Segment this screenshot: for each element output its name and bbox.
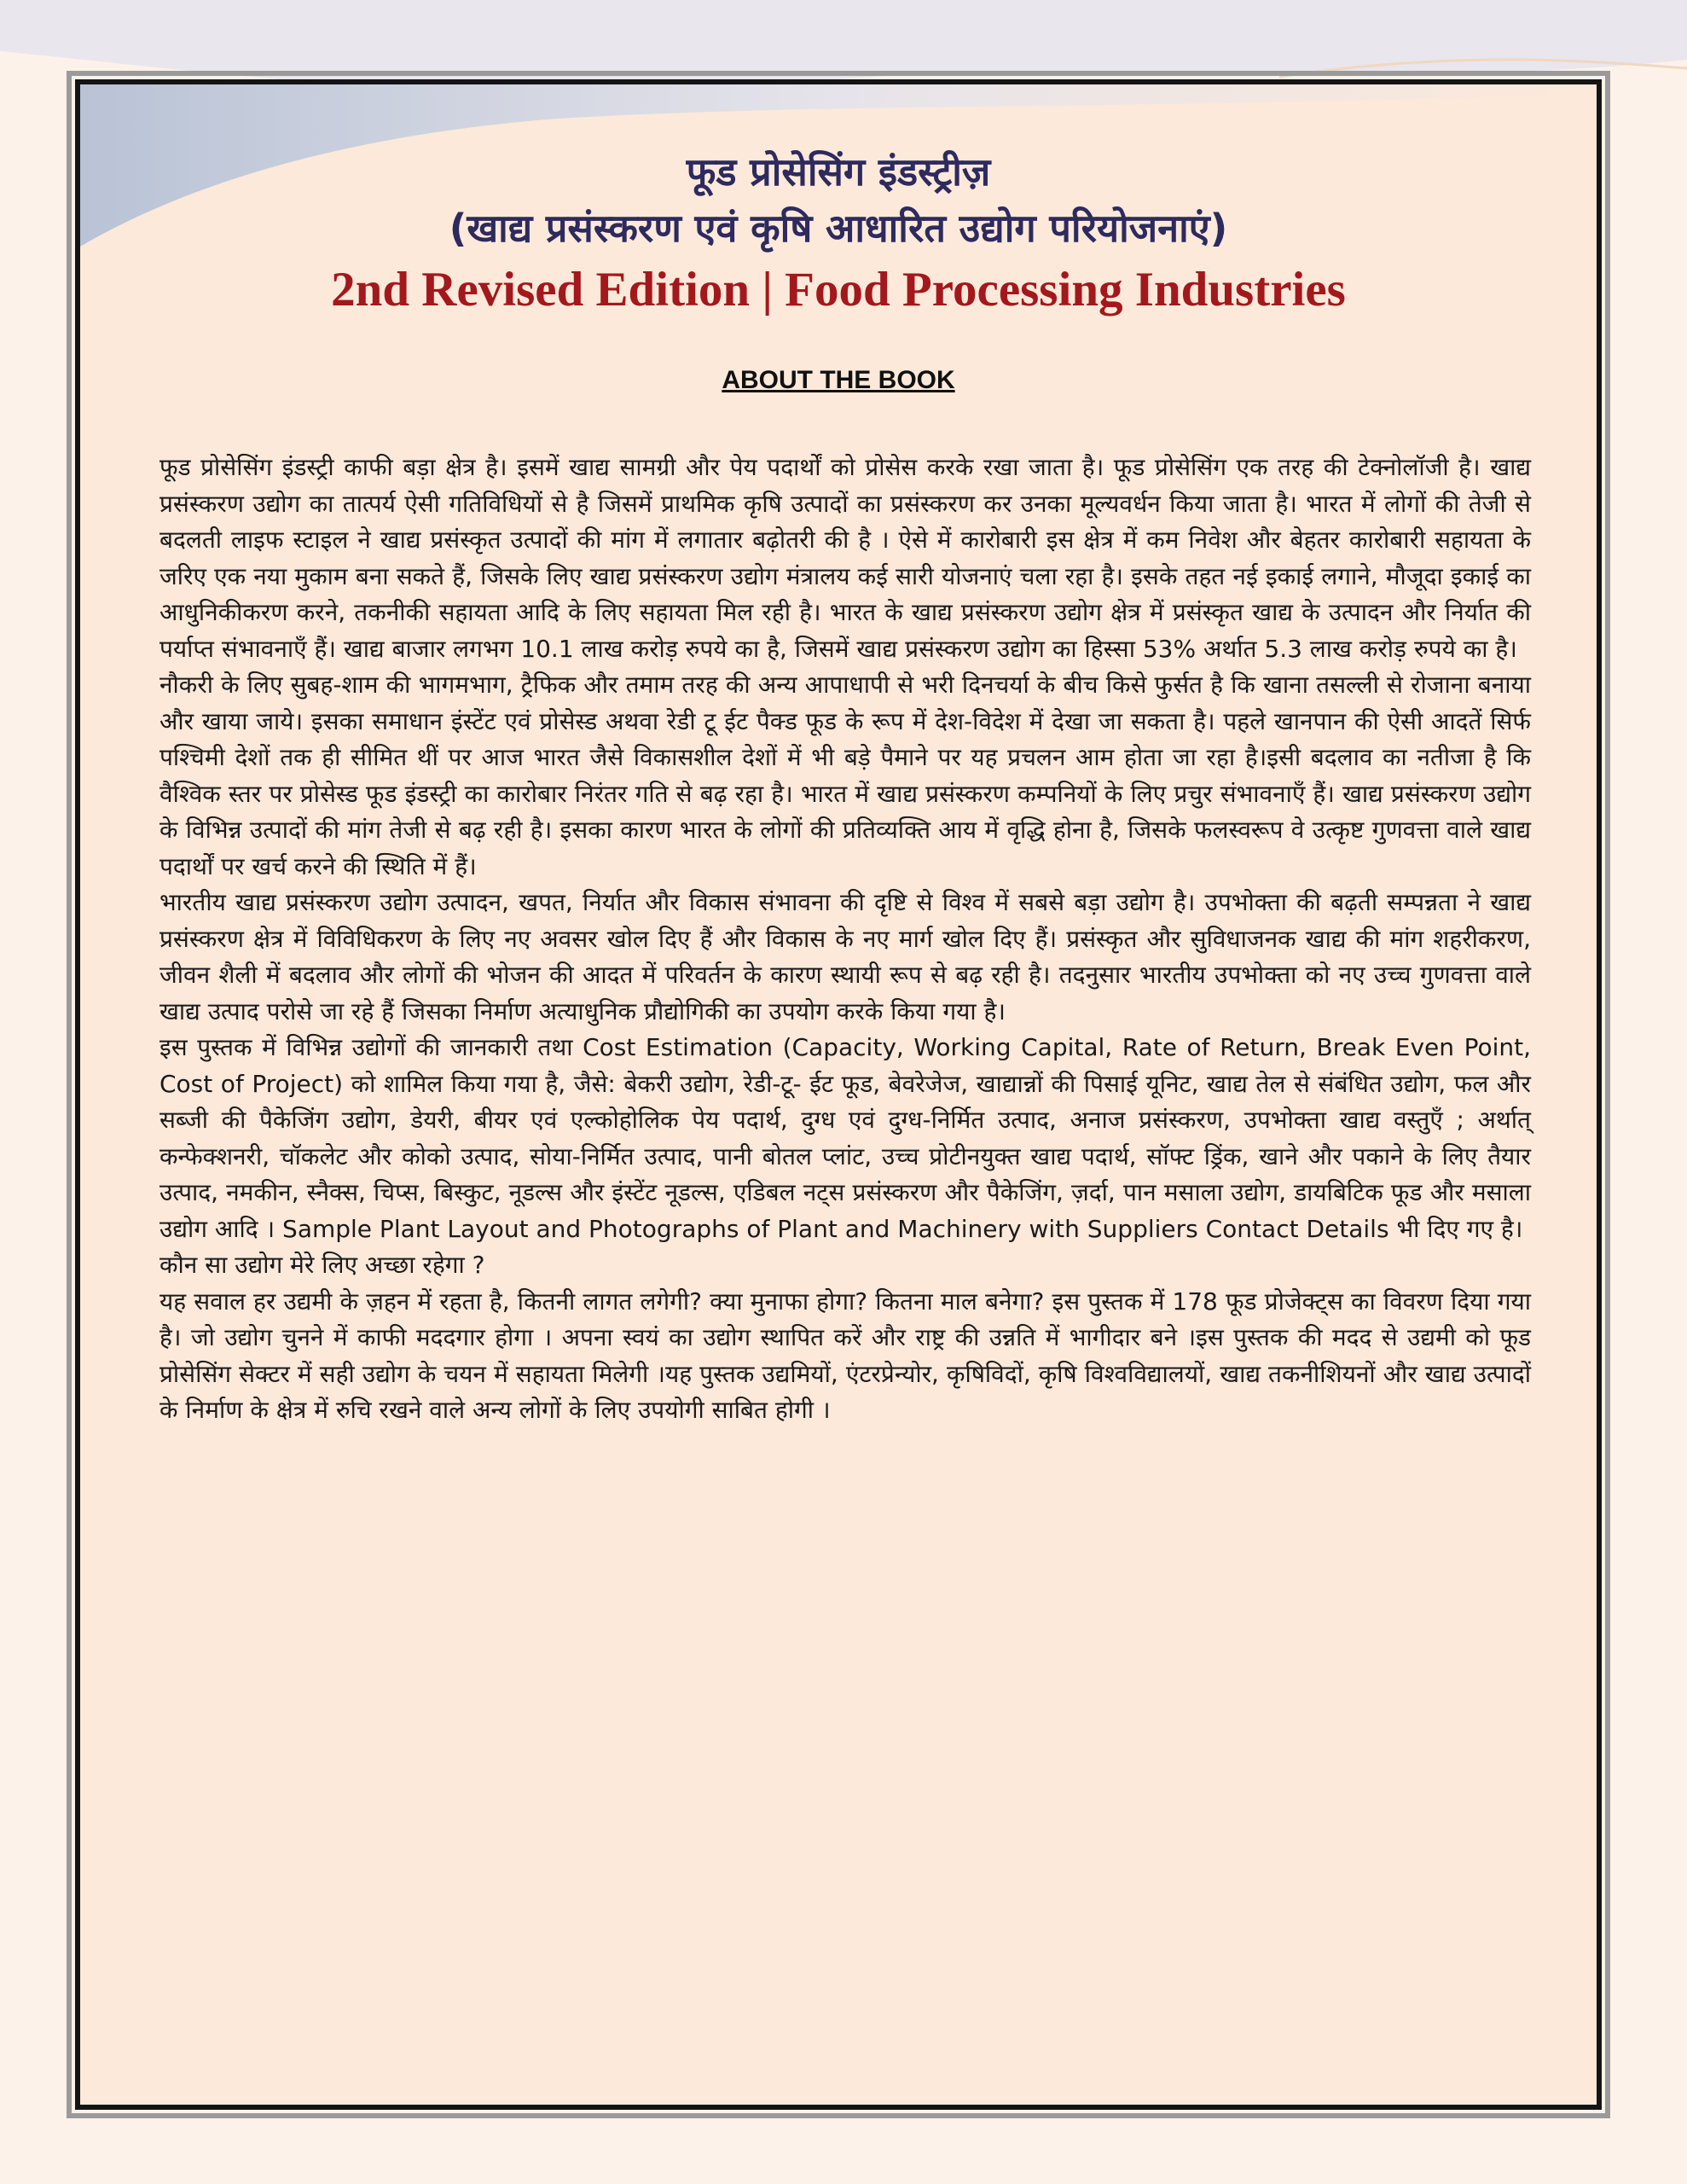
question-line: कौन सा उद्योग मेरे लिए अच्छा रहेगा ? (159, 1251, 485, 1279)
hindi-title-line-1: फूड प्रोसेसिंग इंडस्ट्रीज़ (686, 149, 991, 195)
paragraph-5: यह सवाल हर उद्यमी के ज़हन में रहता है, कितनी लागत लगेगी? क्या मुनाफा होगा? कितना माल बनेगा? इस पुस्तक में 178 फूड प्रोजेक्ट्स का विवरण दिया गया है। जो उद्योग चुनने में काफी मददगार होगा । अपना स्वयं का उद्योग स्थापित करें और राष्ट्र की उन्नति में भागीदार बने ।इस पुस्तक की मदद से उद्यमी को फूड प्रोसेसिंग सेक्टर में सही उद्योग के चयन में सहायता मिलेगी ।यह पुस्तक उद्यमियों, एंटरप्रेन्योर, कृषिविदों, कृषि विश्वविद्यालयों, खाद्य तकनीशियनों और खाद्य उत्पादों के निर्माण के क्षेत्र में रुचि रखने वाले अन्य लोगों के लिए उपयोगी साबित होगी । (159, 1287, 1531, 1424)
book-description (159, 450, 1531, 1429)
book-title-block (80, 144, 1597, 322)
english-title: 2nd Revised Edition | Food Processing Industries (331, 263, 1346, 317)
paragraph-1: फूड प्रोसेसिंग इंडस्ट्री काफी बड़ा क्षेत्र है। इसमें खाद्य सामग्री और पेय पदार्थों को प्रोसेस करके रखा जाता है। फूड प्रोसेसिंग एक तरह की टेक्नोलॉजी है। खाद्य प्रसंस्करण उद्योग का तात्पर्य ऐसी गतिविधियों से है जिसमें प्राथमिक कृषि उत्पादों का प्रसंस्करण कर उनका मूल्यवर्धन किया जाता है। भारत में लोगों की तेजी से बदलती लाइफ स्टाइल ने खाद्य प्रसंस्कृत उत्पादों की मांग में लगातार बढ़ोतरी की है । ऐसे में कारोबारी इस क्षेत्र में कम निवेश और बेहतर कारोबारी सहायता के जरिए एक नया मुकाम बना सकते हैं, जिसके लिए खाद्य प्रसंस्करण उद्योग मंत्रालय कई सारी योजनाएं चला रहा है। इसके तहत नई इकाई लगाने, मौजूदा इकाई का आधुनिकीकरण करने, तकनीकी सहायता आदि के लिए सहायता मिल रही है। भारत के खाद्य प्रसंस्करण उद्योग क्षेत्र में प्रसंस्कृत खाद्य के उत्पादन और निर्यात की पर्याप्त संभावनाएँ हैं। खाद्य बाजार लगभग 10.1 लाख करोड़ रुपये का है, जिसमें खाद्य प्रसंस्करण उद्योग का हिस्सा 53% अर्थात 5.3 लाख करोड़ रुपये का है। (159, 453, 1531, 663)
paragraph-4: इस पुस्तक में विभिन्न उद्योगों की जानकारी तथा Cost Estimation (Capacity, Working Capital, Rate of Return, Break Even Point, Cost of Project) को शामिल किया गया है, जैसे: बेकरी उद्योग, रेडी-टू- ईट फूड, बेवरेजेज, खाद्यान्नों की पिसाई यूनिट, खाद्य तेल से संबंधित उद्योग, फल और सब्जी की पैकेजिंग उद्योग, डेयरी, बीयर एवं एल्कोहोलिक पेय पदार्थ, दुग्ध एवं दुग्ध-निर्मित उत्पाद, अनाज प्रसंस्करण, उपभोक्ता खाद्य वस्तुएँ ; अर्थात् कन्फेक्शनरी, चॉकलेट और कोको उत्पाद, सोया-निर्मित उत्पाद, पानी बोतल प्लांट, उच्च प्रोटीनयुक्त खाद्य पदार्थ, सॉफ्ट ड्रिंक, खाने और पकाने के लिए तैयार उत्पाद, नमकीन, स्नैक्स, चिप्स, बिस्कुट, नूडल्स और इंस्टेंट नूडल्स, एडिबल नट्स प्रसंस्करण और पैकेजिंग, ज़र्दा, पान मसाला उद्योग, डायबिटिक फूड और मसाला उद्योग आदि । Sample Plant Layout and Photographs of Plant and Machinery with Suppliers Contact Details भी दिए गए है। (159, 1033, 1531, 1243)
paragraph-2: नौकरी के लिए सुबह-शाम की भागमभाग, ट्रैफिक और तमाम तरह की अन्य आपाधापी से भरी दिनचर्या के बीच किसे फुर्सत है कि खाना तसल्ली से रोजाना बनाया और खाया जाये। इसका समाधान इंस्टेंट एवं प्रोसेस्ड अथवा रेडी टू ईट पैक्ड फूड के रूप में देश-विदेश में देखा जा सकता है। पहले खानपान की ऐसी आदतें सिर्फ पश्चिमी देशों तक ही सीमित थीं पर आज भारत जैसे विकासशील देशों में भी बड़े पैमाने पर यह प्रचलन आम होता जा रहा है।इसी बदलाव का नतीजा है कि वैश्विक स्तर पर प्रोसेस्ड फूड इंडस्ट्री का कारोबार निरंतर गति से बढ़ रहा है। भारत में खाद्य प्रसंस्करण कम्पनियों के लिए प्रचुर संभावनाएँ हैं। खाद्य प्रसंस्करण उद्योग के विभिन्न उत्पादों की मांग तेजी से बढ़ रही है। इसका कारण भारत के लोगों की प्रतिव्यक्ति आय में वृद्धि होना है, जिसके फलस्वरूप वे उत्कृष्ट गुणवत्ता वाले खाद्य पदार्थों पर खर्च करने की स्थिति में हैं। (159, 671, 1531, 880)
paragraph-3: भारतीय खाद्य प्रसंस्करण उद्योग उत्पादन, खपत, निर्यात और विकास संभावना की दृष्टि से विश्व में सबसे बड़ा उद्योग है। उपभोक्ता की बढ़ती सम्पन्नता ने खाद्य प्रसंस्करण क्षेत्र में विविधिकरण के लिए नए अवसर खोल दिए हैं और विकास के नए मार्ग खोल दिए हैं। प्रसंस्कृत और सुविधाजनक खाद्य की मांग शहरीकरण, जीवन शैली में बदलाव और लोगों की भोजन की आदत में परिवर्तन के कारण स्थायी रूप से बढ़ रही है। तदनुसार भारतीय उपभोक्ता को नए उच्च गुणवत्ता वाले खाद्य उत्पाद परोसे जा रहे हैं जिसका निर्माण अत्याधुनिक प्रौद्योगिकी का उपयोग करके किया गया है। (159, 888, 1531, 1025)
hindi-title-line-2: (खाद्य प्रसंस्करण एवं कृषि आधारित उद्योग परियोजनाएं) (449, 206, 1228, 251)
content-frame (75, 79, 1602, 2110)
about-the-book-heading: ABOUT THE BOOK (722, 366, 955, 394)
